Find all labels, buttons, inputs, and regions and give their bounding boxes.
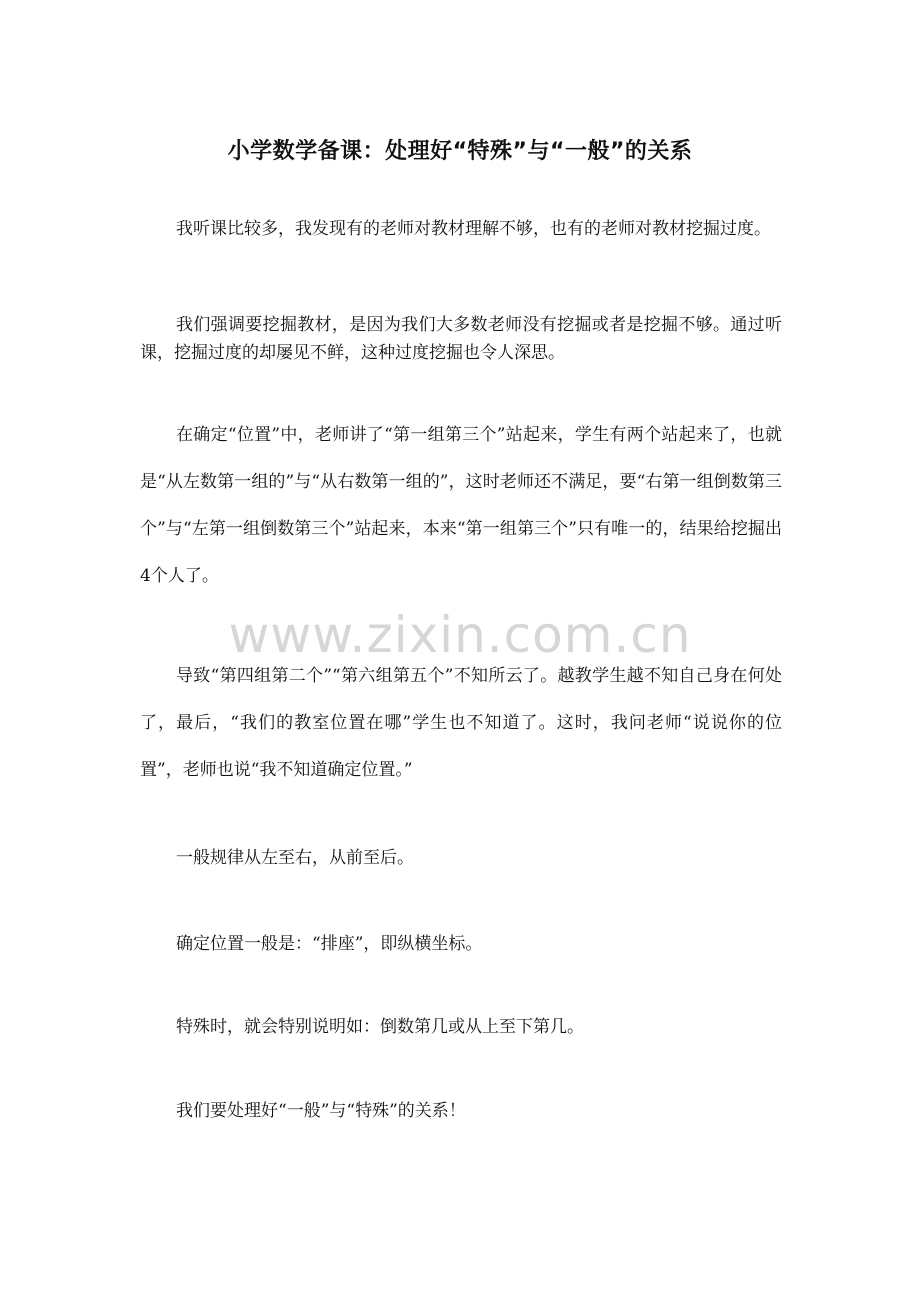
paragraph-4: 导致“第四组第二个”“第六组第五个”不知所云了。越教学生越不知自己身在何处了，最后，“我们的教室位置在哪”学生也不知道了。这时，我问老师“说说你的位置”，老师也说“我不知道确定位置。” xyxy=(140,666,782,780)
watermark-text: www.zixin.com.cn xyxy=(228,606,692,664)
paragraph-5: 一般规律从左至右，从前至后。 xyxy=(176,848,414,868)
document-title: 小学数学备课：处理好“特殊”与“一般”的关系 xyxy=(227,139,693,164)
paragraph-2: 我们强调要挖掘教材，是因为我们大多数老师没有挖掘或者是挖掘不够。通过听课，挖掘过度的却屡见不鲜，这种过度挖掘也令人深思。 xyxy=(140,315,782,363)
paragraph-1: 我听课比较多，我发现有的老师对教材理解不够，也有的老师对教材挖掘过度。 xyxy=(176,219,771,239)
paragraph-3: 在确定“位置”中，老师讲了“第一组第三个”站起来，学生有两个站起来了，也就是“从左数第一组的”与“从右数第一组的”，这时老师还不满足，要“右第一组倒数第三个”与“左第一组倒数第三个”站起来，本来“第一组第三个”只有唯一的，结果给挖掘出4个人了。 xyxy=(140,425,782,586)
paragraph-6: 确定位置一般是：“排座”，即纵横坐标。 xyxy=(176,934,483,954)
paragraph-8: 我们要处理好“一般”与“特殊”的关系！ xyxy=(176,1101,466,1121)
paragraph-7: 特殊时，就会特别说明如：倒数第几或从上至下第几。 xyxy=(176,1017,584,1037)
